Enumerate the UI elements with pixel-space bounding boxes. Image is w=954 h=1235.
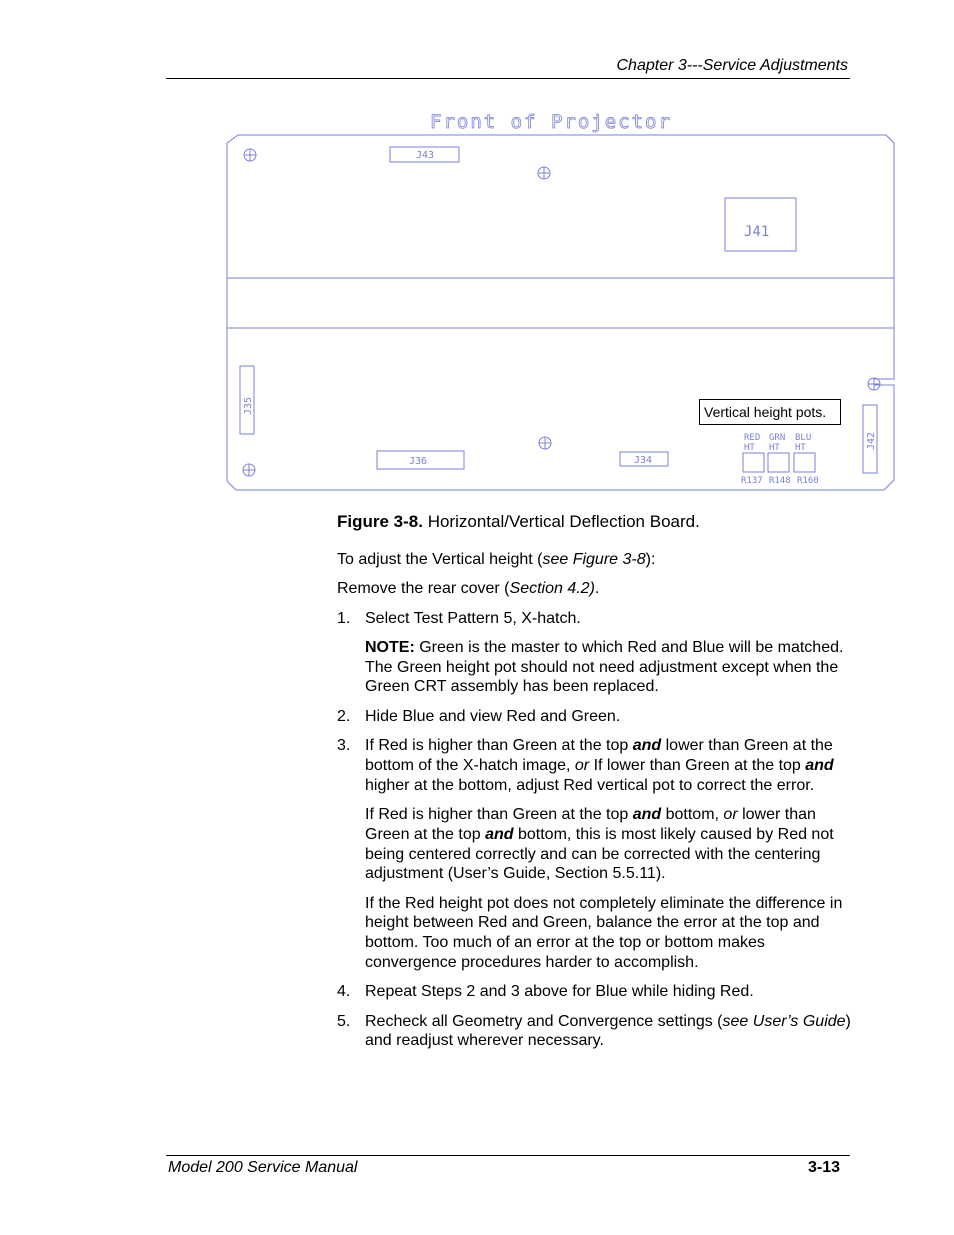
step-number: 5. bbox=[337, 1012, 351, 1030]
note-paragraph bbox=[365, 638, 857, 697]
step-4 bbox=[337, 982, 857, 1002]
step-number: 4. bbox=[337, 983, 351, 1001]
pot-label-ht-blu: HT bbox=[795, 443, 806, 453]
remove-text-end: . bbox=[594, 580, 600, 598]
label-r148: R148 bbox=[769, 476, 791, 486]
page-footer bbox=[166, 1155, 850, 1176]
front-label: Front of Projector bbox=[430, 111, 672, 133]
figure-caption bbox=[337, 512, 700, 532]
mounting-hole-icon bbox=[538, 167, 550, 179]
step-text: Recheck all Geometry and Convergence settings (see User’s Guide) and readjust wherever necessary. bbox=[365, 1012, 851, 1050]
manual-title: Model 200 Service Manual bbox=[168, 1159, 358, 1176]
page-header bbox=[166, 56, 850, 79]
intro-text-end: ): bbox=[645, 551, 656, 568]
remove-cover-paragraph bbox=[337, 579, 857, 599]
page-number: 3-13 bbox=[807, 1159, 840, 1176]
pot-label-ht-red: HT bbox=[744, 443, 755, 453]
mounting-hole-icon bbox=[243, 464, 255, 476]
figure-caption-text: Horizontal/Vertical Deflection Board. bbox=[422, 512, 700, 531]
step-text: Hide Blue and view Red and Green. bbox=[365, 707, 621, 725]
vertical-height-pots-callout: Vertical height pots. bbox=[699, 399, 841, 425]
step-5 bbox=[337, 1012, 857, 1052]
step-text: Select Test Pattern 5, X-hatch. bbox=[365, 609, 581, 627]
pot-r160 bbox=[794, 453, 815, 472]
intro-text: To adjust the Vertical height ( bbox=[337, 551, 543, 568]
section-reference: Section 4.2) bbox=[509, 580, 595, 598]
label-j34: J34 bbox=[634, 455, 653, 466]
pot-label-red: RED bbox=[744, 433, 761, 443]
label-j36: J36 bbox=[409, 456, 428, 467]
pot-r148 bbox=[768, 453, 789, 472]
step-text: Repeat Steps 2 and 3 above for Blue while hiding Red. bbox=[365, 983, 754, 1001]
procedure-text bbox=[337, 550, 857, 1061]
note-label: NOTE: bbox=[365, 638, 415, 656]
board-drawing bbox=[220, 105, 900, 497]
label-j42: J42 bbox=[866, 431, 877, 450]
label-j43: J43 bbox=[416, 150, 435, 161]
step-1 bbox=[337, 609, 857, 629]
step-3 bbox=[337, 736, 857, 795]
pot-r137 bbox=[743, 453, 764, 472]
label-j35: J35 bbox=[243, 396, 254, 415]
figure-caption-label: Figure 3-8. bbox=[337, 512, 423, 531]
pot-label-blu: BLU bbox=[795, 433, 812, 443]
label-r137: R137 bbox=[741, 476, 763, 486]
step-text: If Red is higher than Green at the top and lower than Green at the bottom of the X-hatch image, or If lower than Green at the top and higher at the bottom, adjust Red vertical pot to correct the error. bbox=[365, 737, 834, 794]
step-number: 2. bbox=[337, 707, 351, 725]
remove-text: Remove the rear cover ( bbox=[337, 580, 510, 598]
step-2 bbox=[337, 707, 857, 727]
mounting-hole-icon bbox=[539, 437, 551, 449]
step-3-centering-paragraph: If Red is higher than Green at the top and bottom, or lower than Green at the top and bottom, this is most likely caused by Red not being centered correctly and can be corrected with the centering adjustment (User’s Guide, Section 5.5.11). bbox=[365, 805, 834, 883]
note-text: Green is the master to which Red and Blue will be matched. The Green height pot should not need adjustment except when the Green CRT assembly has been replaced. bbox=[365, 638, 844, 696]
pot-label-ht-grn: HT bbox=[769, 443, 780, 453]
intro-paragraph bbox=[337, 550, 857, 570]
mounting-hole-icon bbox=[244, 149, 256, 161]
board-outline bbox=[227, 135, 894, 490]
label-j41: J41 bbox=[744, 224, 770, 240]
step-number: 1. bbox=[337, 609, 351, 627]
chapter-title: Chapter 3---Service Adjustments bbox=[616, 57, 848, 74]
deflection-board-figure bbox=[220, 105, 900, 497]
mounting-hole-icon bbox=[868, 378, 880, 390]
step-number: 3. bbox=[337, 737, 351, 755]
step-3-balance-paragraph: If the Red height pot does not completely eliminate the difference in height between Red and Green, balance the error at the top and bottom. Too much of an error at the top or bottom makes convergence procedures harder to accomplish. bbox=[365, 894, 843, 972]
pot-label-grn: GRN bbox=[769, 433, 786, 443]
figure-reference: see Figure 3-8 bbox=[542, 551, 646, 568]
label-r160: R160 bbox=[797, 476, 819, 486]
